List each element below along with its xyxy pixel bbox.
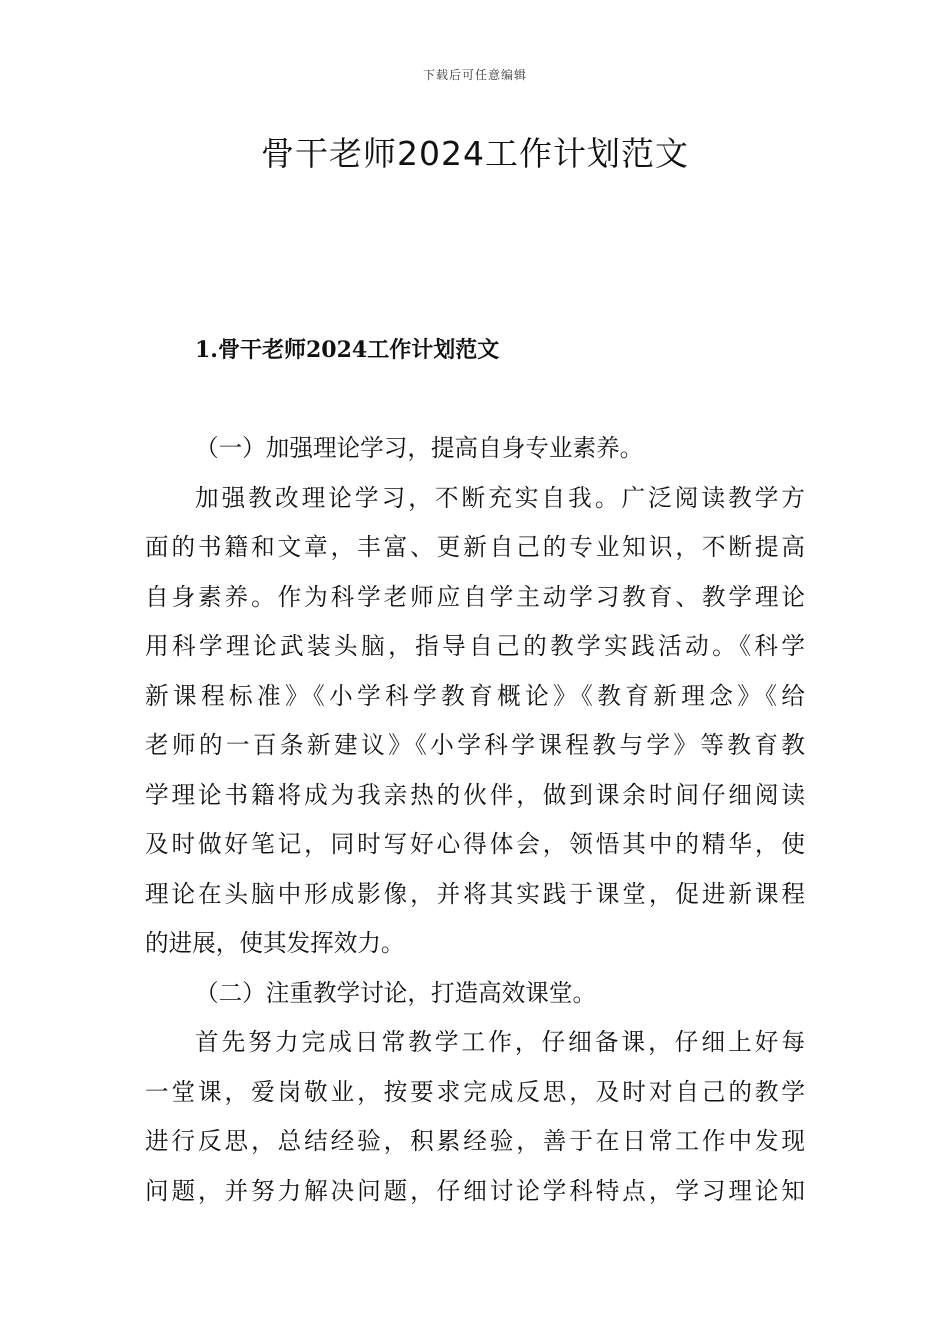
body-line: 问题，并努力解决问题，仔细讨论学科特点，学习理论知 — [145, 1176, 805, 1205]
body-line: 新课程标准》《小学科学教育概论》《教育新理念》《给 — [145, 681, 805, 710]
section-heading: 1.骨干老师2024工作计划范文 — [195, 337, 500, 363]
document-body — [145, 424, 805, 1216]
body-line: （二）注重教学讨论，打造高效课堂。 — [195, 978, 597, 1007]
body-line: 的进展，使其发挥效力。 — [145, 929, 405, 957]
body-line: 一堂课，爱岗敬业，按要求完成反思，及时对自己的教学 — [145, 1077, 805, 1106]
body-line: 及时做好笔记，同时写好心得体会，领悟其中的精华，使 — [145, 830, 805, 858]
body-line: 进行反思，总结经验，积累经验，善于在日常工作中发现 — [145, 1127, 805, 1155]
body-line: 老师的一百条新建议》《小学科学课程教与学》等教育教 — [145, 731, 805, 759]
header-note: 下载后可任意编辑 — [422, 68, 527, 82]
body-line: 加强教改理论学习，不断充实自我。广泛阅读教学方 — [195, 483, 805, 512]
body-line: 首先努力完成日常教学工作，仔细备课，仔细上好每 — [195, 1028, 805, 1056]
body-line: 学理论书籍将成为我亲热的伙伴，做到课余时间仔细阅读 — [145, 780, 805, 809]
body-line: 用科学理论武装头脑，指导自己的教学实践活动。《科学 — [145, 632, 805, 660]
body-line: （一）加强理论学习，提高自身专业素养。 — [195, 434, 644, 462]
body-line: 自身素养。作为科学老师应自学主动学习教育、教学理论 — [145, 582, 805, 611]
body-line: 面的书籍和文章，丰富、更新自己的专业知识，不断提高 — [145, 533, 805, 561]
body-line: 理论在头脑中形成影像，并将其实践于课堂，促进新课程 — [145, 879, 805, 908]
document-title: 骨干老师2024工作计划范文 — [261, 134, 689, 173]
